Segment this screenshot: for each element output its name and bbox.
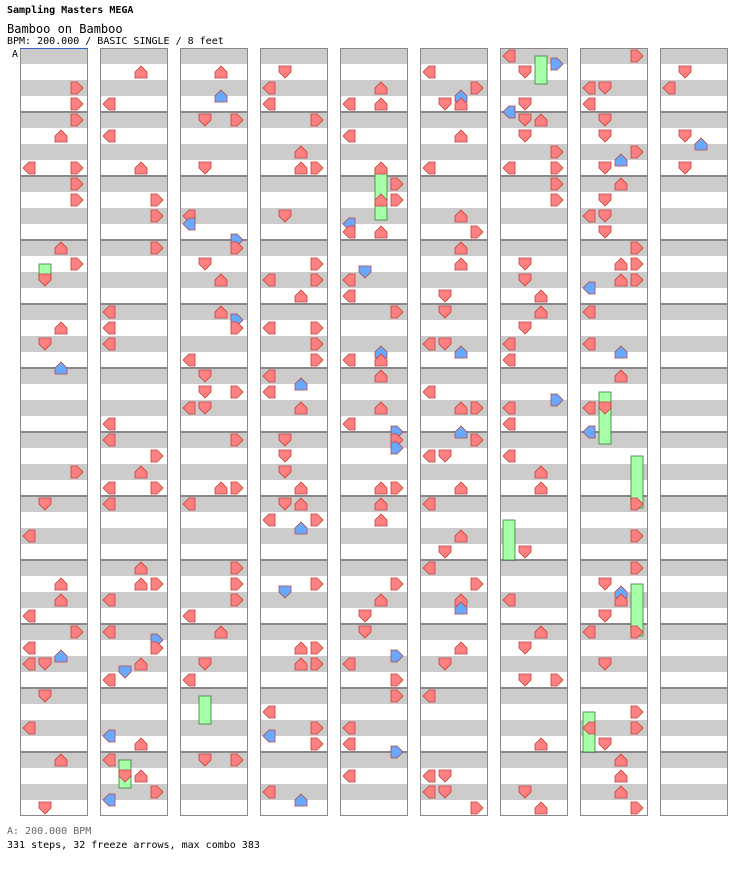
beat-stripe [660, 752, 728, 768]
beat-stripe [340, 464, 408, 480]
beat-stripe [340, 608, 408, 624]
beat-stripe [340, 256, 408, 272]
beat-stripe [660, 112, 728, 128]
beat-stripe [660, 736, 728, 752]
beat-stripe [180, 256, 248, 272]
beat-stripe [420, 192, 488, 208]
beat-stripe [420, 752, 488, 768]
beat-stripe [420, 672, 488, 688]
beat-stripe [660, 448, 728, 464]
beat-stripe [660, 640, 728, 656]
pack-title: Sampling Masters MEGA [7, 5, 134, 16]
beat-stripe [500, 464, 568, 480]
beat-stripe [20, 64, 88, 80]
beat-stripe [180, 192, 248, 208]
beat-stripe [260, 304, 328, 320]
beat-stripe [20, 688, 88, 704]
beat-stripe [660, 720, 728, 736]
beat-stripe [20, 352, 88, 368]
beat-stripe [500, 656, 568, 672]
beat-stripe [660, 704, 728, 720]
beat-stripe [500, 704, 568, 720]
beat-stripe [580, 112, 648, 128]
beat-stripe [420, 480, 488, 496]
beat-stripe [420, 704, 488, 720]
beat-stripe [20, 416, 88, 432]
beat-stripe [180, 160, 248, 176]
beat-stripe [660, 624, 728, 640]
beat-stripe [180, 512, 248, 528]
beat-stripe [660, 800, 728, 816]
beat-stripe [660, 144, 728, 160]
beat-stripe [20, 480, 88, 496]
beat-stripe [660, 576, 728, 592]
beat-stripe [180, 64, 248, 80]
beat-stripe [340, 400, 408, 416]
beat-stripe [260, 496, 328, 512]
beat-stripe [340, 160, 408, 176]
beat-stripe [100, 528, 168, 544]
beat-stripe [580, 320, 648, 336]
beat-stripe [660, 160, 728, 176]
freeze-arrow [535, 56, 547, 84]
beat-stripe [100, 80, 168, 96]
beat-stripe [660, 400, 728, 416]
beat-stripe [660, 512, 728, 528]
beat-stripe [660, 528, 728, 544]
beat-stripe [180, 96, 248, 112]
beat-stripe [420, 720, 488, 736]
beat-stripe [20, 800, 88, 816]
beat-stripe [340, 48, 408, 64]
beat-stripe [260, 48, 328, 64]
beat-stripe [420, 304, 488, 320]
beat-stripe [500, 80, 568, 96]
beat-stripe [260, 544, 328, 560]
beat-stripe [180, 688, 248, 704]
beat-stripe [340, 384, 408, 400]
beat-stripe [420, 272, 488, 288]
chart-summary: 331 steps, 32 freeze arrows, max combo 383 [7, 840, 260, 851]
beat-stripe [660, 608, 728, 624]
beat-stripe [580, 160, 648, 176]
beat-stripe [100, 512, 168, 528]
chart-column [180, 48, 248, 816]
beat-stripe [660, 496, 728, 512]
beat-stripe [500, 320, 568, 336]
beat-stripe [500, 256, 568, 272]
beat-stripe [180, 656, 248, 672]
beat-stripe [20, 48, 88, 64]
beat-stripe [20, 544, 88, 560]
beat-stripe [180, 272, 248, 288]
beat-stripe [580, 656, 648, 672]
freeze-arrow [503, 520, 515, 560]
beat-stripe [340, 592, 408, 608]
beat-stripe [100, 464, 168, 480]
beat-stripe [500, 800, 568, 816]
beat-stripe [660, 352, 728, 368]
beat-stripe [660, 416, 728, 432]
beat-stripe [260, 432, 328, 448]
beat-stripe [20, 272, 88, 288]
beat-stripe [260, 192, 328, 208]
beat-stripe [420, 544, 488, 560]
beat-stripe [100, 64, 168, 80]
beat-stripe [340, 112, 408, 128]
beat-stripe [20, 560, 88, 576]
beat-stripe [660, 336, 728, 352]
beat-stripe [660, 560, 728, 576]
beat-stripe [260, 480, 328, 496]
beat-stripe [100, 368, 168, 384]
beat-stripe [580, 672, 648, 688]
beat-stripe [180, 288, 248, 304]
beat-stripe [100, 400, 168, 416]
beat-stripe [260, 528, 328, 544]
beat-stripe [420, 640, 488, 656]
beat-stripe [180, 544, 248, 560]
beat-stripe [20, 320, 88, 336]
beat-stripe [260, 144, 328, 160]
beat-stripe [100, 176, 168, 192]
beat-stripe [180, 128, 248, 144]
beat-stripe [660, 304, 728, 320]
beat-stripe [580, 512, 648, 528]
beat-stripe [580, 64, 648, 80]
beat-stripe [340, 64, 408, 80]
beat-stripe [180, 640, 248, 656]
beat-stripe [580, 352, 648, 368]
beat-stripe [420, 288, 488, 304]
beat-stripe [20, 208, 88, 224]
beat-stripe [100, 224, 168, 240]
beat-stripe [420, 240, 488, 256]
beat-stripe [340, 320, 408, 336]
beat-stripe [420, 368, 488, 384]
beat-stripe [260, 608, 328, 624]
beat-stripe [100, 704, 168, 720]
beat-stripe [500, 208, 568, 224]
beat-stripe [340, 560, 408, 576]
beat-stripe [20, 592, 88, 608]
beat-stripe [500, 640, 568, 656]
beat-stripe [340, 784, 408, 800]
beat-stripe [420, 144, 488, 160]
beat-stripe [420, 176, 488, 192]
beat-stripe [660, 288, 728, 304]
beat-stripe [20, 768, 88, 784]
beat-stripe [660, 128, 728, 144]
beat-stripe [660, 688, 728, 704]
beat-stripe [500, 272, 568, 288]
beat-stripe [500, 224, 568, 240]
beat-stripe [180, 704, 248, 720]
beat-stripe [660, 96, 728, 112]
beat-stripe [580, 192, 648, 208]
beat-stripe [20, 400, 88, 416]
beat-stripe [260, 176, 328, 192]
beat-stripe [580, 384, 648, 400]
beat-stripe [100, 160, 168, 176]
beat-stripe [180, 144, 248, 160]
beat-stripe [260, 768, 328, 784]
beat-stripe [660, 656, 728, 672]
beat-stripe [180, 768, 248, 784]
beat-stripe [500, 560, 568, 576]
beat-stripe [500, 496, 568, 512]
beat-stripe [260, 224, 328, 240]
beat-stripe [660, 544, 728, 560]
beat-stripe [260, 64, 328, 80]
beat-stripe [420, 464, 488, 480]
beat-stripe [420, 352, 488, 368]
beat-stripe [660, 464, 728, 480]
beat-stripe [500, 720, 568, 736]
freeze-arrow [599, 392, 611, 444]
beat-stripe [660, 64, 728, 80]
chart-info: BPM: 200.000 / BASIC SINGLE / 8 feet [7, 36, 224, 47]
beat-stripe [500, 432, 568, 448]
beat-stripe [580, 176, 648, 192]
beat-stripe [100, 384, 168, 400]
beat-stripe [500, 240, 568, 256]
beat-stripe [420, 736, 488, 752]
beat-stripe [260, 560, 328, 576]
beat-stripe [260, 688, 328, 704]
beat-stripe [660, 320, 728, 336]
beat-stripe [20, 288, 88, 304]
beat-stripe [660, 384, 728, 400]
beat-stripe [100, 352, 168, 368]
beat-stripe [580, 640, 648, 656]
beat-stripe [180, 736, 248, 752]
beat-stripe [260, 448, 328, 464]
beat-stripe [20, 448, 88, 464]
beat-stripe [260, 400, 328, 416]
beat-stripe [660, 192, 728, 208]
beat-stripe [100, 608, 168, 624]
beat-stripe [660, 176, 728, 192]
beat-stripe [420, 48, 488, 64]
beat-stripe [20, 512, 88, 528]
beat-stripe [340, 528, 408, 544]
beat-stripe [500, 736, 568, 752]
beat-stripe [180, 448, 248, 464]
beat-stripe [420, 208, 488, 224]
beat-stripe [20, 736, 88, 752]
beat-stripe [420, 256, 488, 272]
chart-column [660, 48, 728, 816]
beat-stripe [340, 240, 408, 256]
beat-stripe [340, 512, 408, 528]
beat-stripe [660, 224, 728, 240]
beat-stripe [20, 304, 88, 320]
beat-stripe [340, 624, 408, 640]
beat-stripe [500, 608, 568, 624]
song-title: Bamboo on Bamboo [7, 22, 123, 36]
beat-stripe [500, 576, 568, 592]
beat-stripe [260, 672, 328, 688]
beat-stripe [20, 144, 88, 160]
beat-stripe [500, 752, 568, 768]
beat-stripe [260, 800, 328, 816]
beat-stripe [420, 528, 488, 544]
beat-stripe [100, 544, 168, 560]
beat-stripe [180, 368, 248, 384]
beat-stripe [100, 688, 168, 704]
beat-stripe [580, 368, 648, 384]
beat-stripe [340, 368, 408, 384]
beat-stripe [180, 784, 248, 800]
bpm-marker-a: A [12, 49, 19, 60]
beat-stripe [500, 480, 568, 496]
beat-stripe [420, 656, 488, 672]
beat-stripe [20, 128, 88, 144]
beat-stripe [660, 432, 728, 448]
beat-stripe [20, 368, 88, 384]
beat-stripe [20, 752, 88, 768]
beat-stripe [340, 800, 408, 816]
beat-stripe [500, 784, 568, 800]
beat-stripe [660, 368, 728, 384]
beat-stripe [260, 416, 328, 432]
beat-stripe [100, 144, 168, 160]
beat-stripe [500, 304, 568, 320]
beat-stripe [340, 496, 408, 512]
beat-stripe [420, 416, 488, 432]
beat-stripe [180, 528, 248, 544]
beat-stripe [20, 672, 88, 688]
beat-stripe [420, 112, 488, 128]
beat-stripe [260, 288, 328, 304]
beat-stripe [660, 592, 728, 608]
beat-stripe [660, 240, 728, 256]
beat-stripe [420, 624, 488, 640]
beat-stripe [420, 96, 488, 112]
beat-stripe [340, 336, 408, 352]
beat-stripe [260, 592, 328, 608]
beat-stripe [580, 688, 648, 704]
beat-stripe [660, 48, 728, 64]
beat-stripe [500, 624, 568, 640]
beat-stripe [100, 112, 168, 128]
beat-stripe [20, 336, 88, 352]
beat-stripe [500, 288, 568, 304]
beat-stripe [20, 384, 88, 400]
beat-stripe [660, 784, 728, 800]
beat-stripe [20, 496, 88, 512]
beat-stripe [100, 560, 168, 576]
beat-stripe [420, 608, 488, 624]
beat-stripe [340, 704, 408, 720]
beat-stripe [20, 224, 88, 240]
beat-stripe [500, 688, 568, 704]
beat-stripe [580, 784, 648, 800]
beat-stripe [100, 256, 168, 272]
beat-stripe [420, 512, 488, 528]
beat-stripe [660, 672, 728, 688]
beat-stripe [180, 416, 248, 432]
beat-stripe [660, 256, 728, 272]
beat-stripe [660, 768, 728, 784]
beat-stripe [580, 768, 648, 784]
freeze-arrow [199, 696, 211, 724]
beat-stripe [260, 752, 328, 768]
beat-stripe [20, 240, 88, 256]
beat-stripe [20, 576, 88, 592]
beat-stripe [580, 544, 648, 560]
beat-stripe [180, 80, 248, 96]
beat-stripe [180, 464, 248, 480]
beat-stripe [580, 128, 648, 144]
beat-stripe [100, 272, 168, 288]
beat-stripe [20, 432, 88, 448]
beat-stripe [660, 208, 728, 224]
beat-stripe [100, 656, 168, 672]
beat-stripe [500, 128, 568, 144]
beat-stripe [20, 784, 88, 800]
beat-stripe [180, 48, 248, 64]
beat-stripe [260, 464, 328, 480]
beat-stripe [660, 480, 728, 496]
beat-stripe [340, 144, 408, 160]
beat-stripe [180, 176, 248, 192]
bpm-legend: A: 200.000 BPM [7, 826, 92, 837]
beat-stripe [420, 128, 488, 144]
beat-stripe [420, 320, 488, 336]
beat-stripe [500, 368, 568, 384]
beat-stripe [20, 704, 88, 720]
beat-stripe [260, 240, 328, 256]
beat-stripe [100, 768, 168, 784]
beat-stripe [260, 128, 328, 144]
beat-stripe [580, 752, 648, 768]
beat-stripe [340, 80, 408, 96]
beat-stripe [100, 288, 168, 304]
beat-stripe [420, 592, 488, 608]
beat-stripe [500, 768, 568, 784]
beat-stripe [260, 624, 328, 640]
beat-stripe [260, 208, 328, 224]
beat-stripe [180, 624, 248, 640]
beat-stripe [580, 224, 648, 240]
beat-stripe [340, 544, 408, 560]
beat-stripe [660, 272, 728, 288]
beat-stripe [180, 800, 248, 816]
beat-stripe [100, 48, 168, 64]
beat-stripe [180, 336, 248, 352]
beat-stripe [180, 720, 248, 736]
chart-column [100, 48, 168, 816]
